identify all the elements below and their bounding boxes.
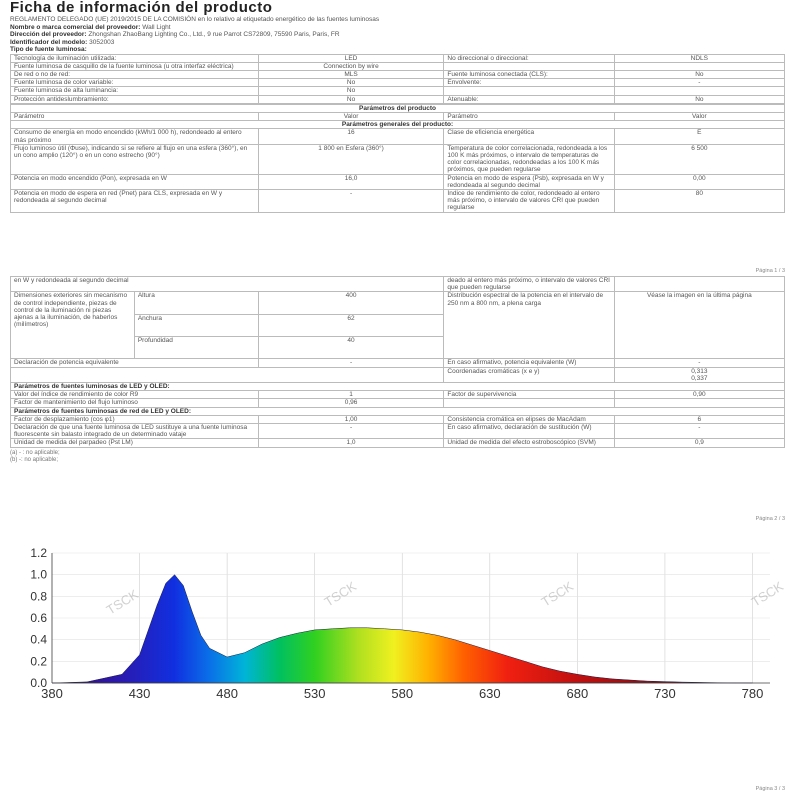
param-header-row [11,112,785,120]
spectral-value: Véase la imagen en la última página [614,292,784,359]
general-params-heading: Parámetros generales del producto: [11,121,785,129]
param-value-cell: 80 [614,189,784,212]
param-label-cell: Temperatura de color correlacionada, redondeada a los 100 K más próximos, o intervalo de temperaturas de color correlacionadas, redondeadas a los 100 K más próximos, que pueden regularse [444,144,614,174]
table-row [11,174,785,189]
param-value-cell: No [614,70,784,78]
params-table-continued [10,276,785,448]
param-value-cell: Connection by wire [258,62,444,70]
product-params-heading: Parámetros del producto [11,104,785,112]
param-label-cell: Fuente luminosa de color variable: [11,79,259,87]
param-header-cell: Parámetro [11,112,259,120]
param-header-cell: Parámetro [444,112,614,120]
param-value-cell [614,87,784,95]
trade-name-value: Wall Light [142,23,171,31]
table-row [11,144,785,174]
param-label-cell: Declaración de que una fuente luminosa de LED sustituye a una fuente luminosa fluorescente sin balasto integrado de un determinado vataje [11,424,259,439]
table-row [11,129,785,144]
param-label-cell: No direccional o direccional: [444,54,614,62]
equiv-yes-value: - [614,359,784,367]
y-tick-label: 0.8 [30,589,47,604]
dim-label: Profundidad [134,337,258,359]
trade-name-label: Nombre o marca comercial del proveedor: [10,23,141,31]
param-label-cell: De red o no de red: [11,70,259,78]
param-label-cell: Factor de desplazamiento (cos φ1) [11,415,259,423]
dim-value: 62 [258,314,444,336]
footnotes [10,450,785,464]
param-value-cell: 0,00 [614,174,784,189]
spectral-power-chart [10,545,785,710]
dimensions-label: Dimensiones exteriores sin mecanismo de control independiente, piezas de control de la iluminación ni piezas ajenas a la iluminación, de haberlos (milímetros) [11,292,135,359]
y-tick-label: 1.2 [30,546,47,560]
param-label-cell: Clase de eficiencia energética [444,129,614,144]
supplier-address-value: Zhongshan ZhaoBang Lighting Co., Ltd., 9 rue Parrot CS72809, 75590 Paris, Paris, FR [88,31,340,38]
param-value-cell [614,62,784,70]
param-label-cell: Potencia en modo encendido (Pon), expresada en W [11,174,259,189]
param-label-cell: Índice de rendimiento de color, redondeado al entero más próximo, o intervalo de valores CRI que pueden regularse [444,189,614,212]
light-source-type-label: Tipo de fuente luminosa: [10,46,87,53]
param-value-cell: 0,9 [614,439,784,447]
param-value-cell: 1,0 [258,439,444,447]
dim-label: Altura [134,292,258,314]
x-tick-label: 380 [41,686,63,701]
param-label-cell: Potencia en modo de espera en red (Pnet) para CLS, expresada en W y redondeada al segundo decimal [11,189,259,212]
param-value-cell: - [614,424,784,439]
watermark-text: TSCK [748,578,785,610]
param-label-cell: Consumo de energía en modo encendido (kWh/1 000 h), redondeado al entero más próximo [11,129,259,144]
param-value-cell: No [614,95,784,103]
regulation-line: REGLAMENTO DELEGADO (UE) 2019/2015 DE LA COMISIÓN en lo relativo al etiquetado energético de las fuentes luminosas [10,16,380,23]
param-label-cell: Factor de mantenimiento del flujo luminoso [11,399,259,407]
param-label-cell: Flujo luminoso útil (Φuse), indicando si se refiere al flujo en una esfera (360°), en un cono amplio (120°) o en un cono estrecho (90°) [11,144,259,174]
param-value-cell: 1 800 en Esfera (360°) [258,144,444,174]
mains-params-heading: Parámetros de fuentes luminosas de red de LED y OLED: [11,407,785,415]
table-row [11,79,785,87]
param-label-cell: En caso afirmativo, declaración de sustitución (W) [444,424,614,439]
table-row [11,391,785,399]
param-value-cell: No [258,95,444,103]
x-tick-label: 630 [478,686,501,701]
watermark-text: TSCK [321,578,359,610]
param-value-cell: 1 [258,391,444,399]
param-label-cell: Envolvente: [444,79,614,87]
equiv-power-value: - [258,359,444,367]
table-row [11,424,785,439]
param-value-cell: LED [258,54,444,62]
param-header-cell: Valor [614,112,784,120]
x-tick-label: 680 [566,686,589,701]
param-label-cell: Fuente luminosa conectada (CLS): [444,70,614,78]
watermark-text: TSCK [103,586,141,618]
param-label-cell: Valor del índice de rendimiento de color R9 [11,391,259,399]
table-row [11,399,785,407]
x-tick-label: 430 [128,686,151,701]
param-label-cell [444,62,614,70]
param-label-cell: Fuente luminosa de casquillo de la fuente luminosa (u otra interfaz eléctrica) [11,62,259,70]
param-label-cell: Unidad de medida del parpadeo (Pst LM) [11,439,259,447]
x-tick-label: 730 [654,686,676,701]
continued-right-cell: deado al entero más próximo, o intervalo de valores CRI que pueden regularse [444,277,614,292]
param-label-cell [444,87,614,95]
y-tick-label: 0.6 [30,611,47,625]
param-value-cell: No [258,87,444,95]
dim-label: Anchura [134,314,258,336]
param-value-cell: - [258,424,444,439]
supplier-address-line [10,31,785,39]
model-id-value: 3052003 [89,38,115,46]
equiv-yes-label: En caso afirmativo, potencia equivalente (W) [444,359,614,367]
y-tick-label: 1.0 [30,567,47,582]
chroma-x: 0,313 [691,367,708,375]
x-tick-label: 530 [303,686,326,701]
param-label-cell: Consistencia cromática en elipses de MacAdam [444,415,614,423]
table-row [11,415,785,423]
table-row [11,439,785,447]
model-id-line [10,39,785,47]
param-value-cell [614,399,784,407]
led-params-heading: Parámetros de fuentes luminosas de LED y OLED: [11,383,785,391]
param-label-cell: Fuente luminosa de alta luminancia: [11,87,259,95]
param-value-cell: 16 [258,129,444,144]
chroma-label: Coordenadas cromáticas (x e y) [444,367,614,382]
param-value-cell: 6 [614,415,784,423]
x-tick-label: 580 [391,686,414,701]
footnote: (a) - : no aplicable; [10,449,60,456]
x-tick-label: 480 [216,686,238,701]
chroma-values [614,367,784,382]
page-number: Página 2 / 3 [755,516,785,522]
param-value-cell: - [614,79,784,87]
table-row [11,87,785,95]
param-label-cell: Potencia en modo de espera (Psb), expresada en W y redondeada al segundo decimal [444,174,614,189]
footnote: (b) -: no aplicable; [10,456,59,463]
param-value-cell: E [614,129,784,144]
table-row [11,54,785,62]
param-label-cell: Protección antideslumbramiento: [11,95,259,103]
table-row [11,70,785,78]
page-number: Página 3 / 3 [755,786,785,792]
dim-value: 40 [258,337,444,359]
param-label-cell: Atenuable: [444,95,614,103]
param-value-cell: 6 500 [614,144,784,174]
param-value-cell: 0,96 [258,399,444,407]
table-row [11,95,785,103]
supplier-address-label: Dirección del proveedor: [10,31,87,38]
param-label-cell [444,399,614,407]
y-tick-label: 0.4 [30,632,47,647]
param-value-cell: No [258,79,444,87]
watermark-text: TSCK [538,578,576,610]
param-value-cell: MLS [258,70,444,78]
y-tick-label: 0.0 [30,676,47,690]
dim-value: 400 [258,292,444,314]
chroma-y: 0,337 [691,374,708,382]
param-value-cell: 16,0 [258,174,444,189]
param-value-cell: - [258,189,444,212]
page-3 [10,545,785,715]
model-id-label: Identificador del modelo: [10,38,88,46]
param-label-cell: Factor de supervivencia [444,391,614,399]
params-table [10,104,785,213]
page-number: Página 1 / 3 [755,268,785,274]
table-row [11,62,785,70]
equiv-power-label: Declaración de potencia equivalente [11,359,259,367]
param-header-cell: Valor [258,112,444,120]
param-value-cell: NDLS [614,54,784,62]
type-table [10,54,785,104]
light-source-type-line [10,46,785,54]
table-row [11,189,785,212]
spectral-label: Distribución espectral de la potencia en el intervalo de 250 nm a 800 nm, a plena carga [444,292,614,359]
continued-left-cell: en W y redondeada al segundo decimal [11,277,444,292]
param-value-cell: 1,00 [258,415,444,423]
param-value-cell: 0,90 [614,391,784,399]
trade-name-line [10,24,785,32]
x-tick-label: 780 [741,686,764,701]
document-title: Ficha de información del producto [10,0,273,16]
page-2 [10,276,785,464]
y-tick-label: 0.2 [30,654,47,669]
param-label-cell: Tecnología de iluminación utilizada: [11,54,259,62]
page-1 [10,0,785,213]
param-label-cell: Unidad de medida del efecto estroboscópico (SVM) [444,439,614,447]
